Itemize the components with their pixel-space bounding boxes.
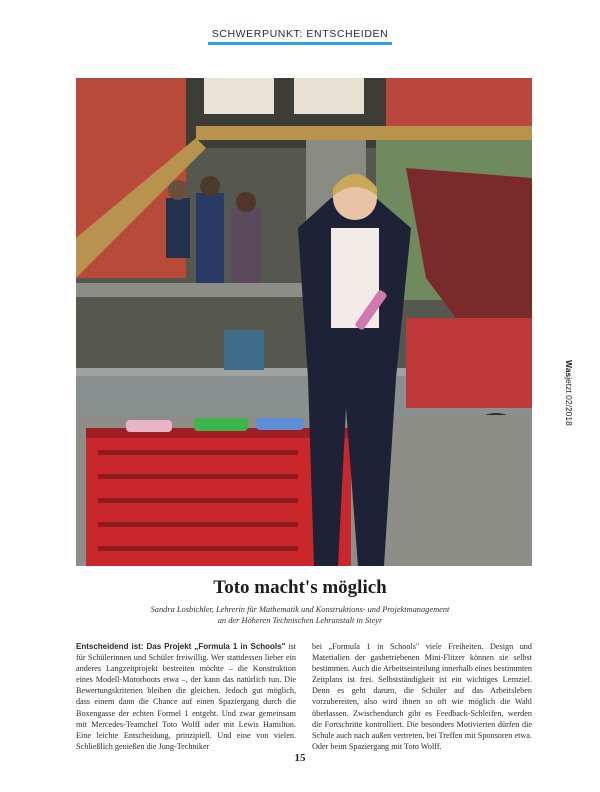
article-photo bbox=[76, 78, 532, 566]
article-column-right: bei „Formula 1 in Schools" viele Freiheiten. Design und Materialien der gasbetriebenen Mini-Flitzer können sie selbst bestimmen. Auch die Arbeitseinteilung innerhalb eines bestimmten Zeitplans ist frei. Selbstständigkeit ist ein wichtiges Lernziel. Denn es geht darum, die Schüler auf das Arbeitsleben vorzubereiten, also wird ihnen so oft wie möglich die Wahl überlassen. Zwischendurch gibt es Feedback-Schleifen, werden die Fortschritte kontrolliert. Die besonders Motivierten dürfen die Schule auch nach außen vertreten, bei Treffen mit Sponsoren etwa. Oder beim Spaziergang mit Toto Wolff. bbox=[312, 642, 532, 751]
photo-woman-holding-model-car-icon bbox=[76, 78, 532, 566]
subtitle-line-1: Sandra Losbichler, Lehrerin für Mathematik und Konstruktions- und Projektmanagement bbox=[150, 605, 450, 614]
article-column-left bbox=[76, 641, 296, 752]
issue-label bbox=[564, 360, 574, 426]
brand-name: Was bbox=[564, 360, 574, 378]
section-header bbox=[0, 24, 600, 45]
article-lead: Entscheidend ist: Das Projekt „Formula 1 in Schools" bbox=[76, 642, 286, 651]
page-number: 15 bbox=[294, 752, 306, 764]
brand-suffix: jetzt bbox=[564, 377, 574, 393]
article-subtitle bbox=[0, 604, 600, 626]
section-label: SCHWERPUNKT: ENTSCHEIDEN bbox=[208, 28, 393, 45]
article-title: Toto macht's möglich bbox=[213, 577, 387, 598]
issue-number: 02/2018 bbox=[564, 395, 574, 426]
subtitle-line-2: an der Höheren Technischen Lehranstalt in Steyr bbox=[217, 616, 383, 625]
column-left-text: ist für Schülerinnen und Schüler freiwillig. Wer stattdessen lieber ein anderes Langzeitprojekt bestreiten möchte – die Konstruktion eines Modell-Motorboots etwa –, der kann das natürlich tun. Die Bewertungskriterien bleiben die gleichen. Jedoch gut möglich, dass einem dann die Chance auf einen Spaziergang durch die Boxengasse der echten Formel 1 entgeht. Und zwar gemeinsam mit Mercedes-Teamchef Toto Wolff oder mit Lewis Hamilton. Eine leichte Entscheidung, prinzipiell. Und eine von vielen. Schließlich genießen die Jung-Techniker bbox=[76, 642, 296, 751]
